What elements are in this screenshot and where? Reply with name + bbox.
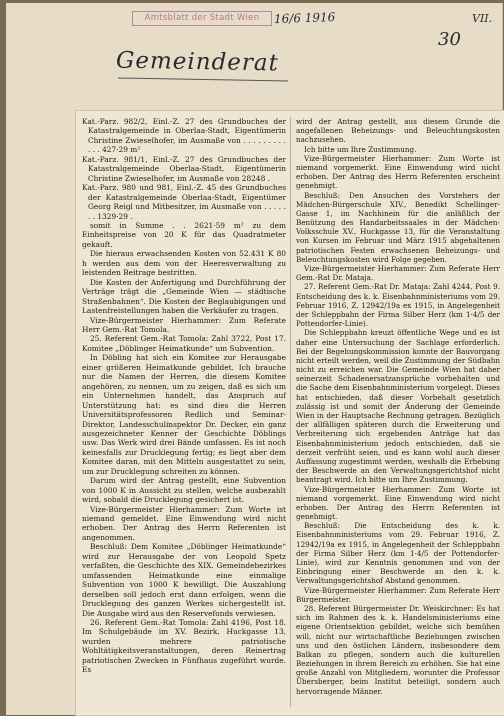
handwritten-page: VII. — [472, 12, 493, 25]
resolution-paragraph: Beschluß: Den Ansuchen des Vorstehers der Mädchen-Bürgerschule XIV., Benedikt Schellinger-Gasse 1, im Nachhinein für die anläßlich der Benützung des Handarbeitssaales in der Mädchen-Volksschule XV., Huckgasse 13, für die Veranstaltung von Kursen im Februar und März 1915 abgehaltenen patriotischen Festen erwachsenen Beheizungs- und Beleuchtungskosten wird Folge gegeben. — [296, 190, 500, 264]
archive-sheet — [6, 3, 503, 715]
speaker-paragraph: Vize-Bürgermeister Hierhammer: Zum Worte ist niemand gemeldet. Eine Einwendung wird nicht erhoben. Der Antrag des Herrn Referenten ist angenommen. — [82, 504, 286, 542]
agenda-item-heading: 27. Referent Gem.-Rat Dr. Mataja: Zahl 4244, Post 9. Entscheidung des k. k. Eisenbahnministeriums vom 29. Februar 1916, Z. 12942/19a ex 1915, in Angelegenheit der Schleppbahn der Firma Silber Herz (km 1·4/5 der Pottendorfer-Linie). — [296, 282, 500, 329]
speaker-paragraph: Vize-Bürgermeister Hierhammer: Zum Referate Herr Gem.-Rat Dr. Mataja. — [296, 264, 500, 283]
speaker-paragraph: Vize-Bürgermeister Hierhammer: Zum Referate Herr Bürgermeister. — [296, 585, 500, 604]
paragraph: In Döbling hat sich ein Komitee zur Herausgabe einer größeren Heimatkunde gebildet. Ich brauche nur die Namen der Herren, die diesem Komitee angehören, zu nennen, um zu zeigen, daß es sich um ein Unternehmen handelt, das Anspruch auf Unterstützung hat: es sind dies die Herren Universitätsprofessoren Redlich und Seminar-Direktor, Landesschulinspektor Dr. Decker, ein ganz ausgezeichneter Kenner der Geschichte Döblings usw. Das Werk wird drei Bände umfassen. Es ist noch keinesfalls zur Drucklegung fertig; es liegt aber dem Komitee daran, mit den Mitteln ausgestattet zu sein, um zur Drucklegung schreiten zu können. — [82, 353, 286, 476]
newspaper-clipping — [76, 111, 504, 715]
paragraph: Die Kosten der Anfertigung und Durchführung der Verträge trägt die „Gemeinde Wien — städtische Straßenbahnen“. Die Kosten der Beglaubigungen und Lastenfreistellungen haben die Verkäufer zu tragen. — [82, 277, 286, 316]
agenda-item-heading: 28. Referent Bürgermeister Dr. Weiskirchner: Es hat sich im Rahmen des k. k. Handelsministeriums eine eigene Orientsektion gebildet, welche sich bemühen will, nicht nur wirtschaftliche Beziehungen zwischen uns und den östlichen Ländern, insbesondere dem Balkan zu pflegen, sondern auch die kulturellen Beziehungen in ihrem Bereich zu erhöhen. Sie hat eine große Anzahl von Mitgliedern, worunter die Professor Übersberger, beim Institut beteiligt, sondern auch hervorragende Männer. — [296, 603, 500, 696]
column-divider — [290, 117, 291, 707]
archive-stamp: Amtsblatt der Stadt Wien — [132, 11, 272, 26]
paragraph: Kat.-Parz. 980 und 981, Einl.-Z. 45 des Grundbuches der Katastralgemeinde Oberlaa-Stadt, Eigentümer Georg Reigl und Mitbesitzer, im Ausmaße von . . . . . . . 1329·29 . — [82, 183, 286, 221]
agenda-item-heading: 25. Referent Gem.-Rat Tomola: Zahl 3722, Post 17. Komitee „Döblinger Heimatkunde“ um Subvention. — [82, 334, 286, 353]
right-column — [296, 117, 500, 696]
handwritten-number: 30 — [438, 29, 461, 50]
speaker-paragraph: Vize-Bürgermeister Hierhammer: Zum Worte ist niemand vorgemerkt. Eine Einwendung wird nicht erhoben. Der Antrag des Herrn Referenten ist genehmigt. — [296, 484, 500, 522]
paragraph: Die Schleppbahn kreuzt öffentliche Wege und es ist daher eine Untersuchung der Sachlage erforderlich. Bei der Begehungskommission konnte der Bauvorgang nicht erteilt werden, weil die Zustimmung der Südbahn nicht zu erreichen war. Die Gemeinde Wien hat daher seinerzeit Schadenersatzansprüche vorbehalten und die Sache dem Eisenbahnministerium vorgelegt. Dieses hat entschieden, daß dieser Vorbehalt gesetzlich zulässig ist und somit der Änderung der Gemeinde Wien in der Hauptsache Rechnung getragen. Bezüglich der allfälligen späteren durch die Erweiterung und Verbreiterung sich ergebenden Anträge hat das Eisenbahnministerium jedoch entschieden, daß sie derzeit verfrüht seien, und es kann wohl auch dieser Auffassung zugestimmt werden, weshalb die Erhebung der Beschwerde an den Verwaltungsgerichtshof nicht beantragt wird. Ich bitte um Ihre Zustimmung. — [296, 328, 500, 485]
paragraph: Darum wird der Antrag gestellt, eine Subvention von 1000 K in Aussicht zu stellen, welche ausbezahlt wird, sobald die Drucklegung gesichert ist. — [82, 476, 286, 505]
paragraph: wird der Antrag gestellt, aus diesem Grunde die angefallenen Beheizungs- und Beleuchtungskosten nachzusehen. — [296, 117, 500, 145]
paragraph: Kat.-Parz. 982/2, Einl.-Z. 27 des Grundbuches der Katastralgemeinde in Oberlaa-Stadt, Eigentümerin Christine Zwieselhofer, im Ausmaße von . . . . . . . . . . . . 427·29 m² — [82, 117, 286, 155]
paragraph: Ich bitte um Ihre Zustimmung. — [304, 144, 417, 154]
speaker-paragraph: Vize-Bürgermeister Hierhammer: Zum Worte ist niemand vorgemerkt. Eine Einwendung wird nicht erhoben. Der Antrag des Herrn Referenten erscheint genehmigt. — [296, 153, 500, 191]
left-column — [82, 117, 286, 675]
resolution-paragraph: Beschluß: Dem Komitee „Döblinger Heimatkunde“ wird zur Herausgabe der von Leopold Spetz verfaßten, die Geschichte des XIX. Gemeindebezirkes umfassenden Heimatkunde eine einmalige Subvention von 1000 K bewilligt. Die Auszahlung derselben soll jedoch erst dann erfolgen, wenn die Drucklegung des ganzen Werkes sichergestellt ist. Die Ausgabe wird aus den Reservefonds verwiesen. — [82, 542, 286, 618]
resolution-paragraph: Beschluß: Die Entscheidung des k. k. Eisenbahnministeriums vom 29. Februar 1916, Z. 12942/19a ex 1915, in Angelegenheit der Schleppbahn der Firma Silber Herz (km 1·4/5 der Pottendorfer-Linie), wird zur Kenntnis genommen und von der Einbringung einer Beschwerde an den k. k. Verwaltungsgerichtshof Abstand genommen. — [296, 521, 500, 586]
handwritten-date: 16/6 1916 — [273, 9, 336, 27]
paragraph: somit in Summe . . 2621·59 m² zu dem Einheitspreise von 20 K für das Quadratmeter gekauft. — [82, 220, 286, 249]
handwritten-underline — [118, 78, 288, 82]
agenda-item-heading: 26. Referent Gem.-Rat Tomola: Zahl 4196, Post 18. Im Schulgebäude im XV. Bezirk, Huckgasse 13, wurden mehrere patriotische Wohltätigkeitsveranstaltungen, deren Reinertrag patriotischen Zwecken in Fünfhaus zugeführt wurde. Es — [82, 618, 286, 675]
speaker-paragraph: Vize-Bürgermeister Hierhammer: Zum Referate Herr Gem.-Rat Tomola. — [82, 315, 286, 334]
handwritten-title: Gemeinderat — [115, 47, 280, 77]
paragraph: Die hieraus erwachsenden Kosten von 52.431 K 80 h werden aus dem von der Heeresverwaltung zu leistenden Beitrage bestritten. — [82, 249, 286, 278]
paragraph: Kat.-Parz. 981/1, Einl.-Z. 27 des Grundbuches der Katastralgemeinde Oberlaa-Stadt, Eigentümerin Christine Zwieselhofer, im Ausmaße von 28248 . — [82, 154, 286, 183]
